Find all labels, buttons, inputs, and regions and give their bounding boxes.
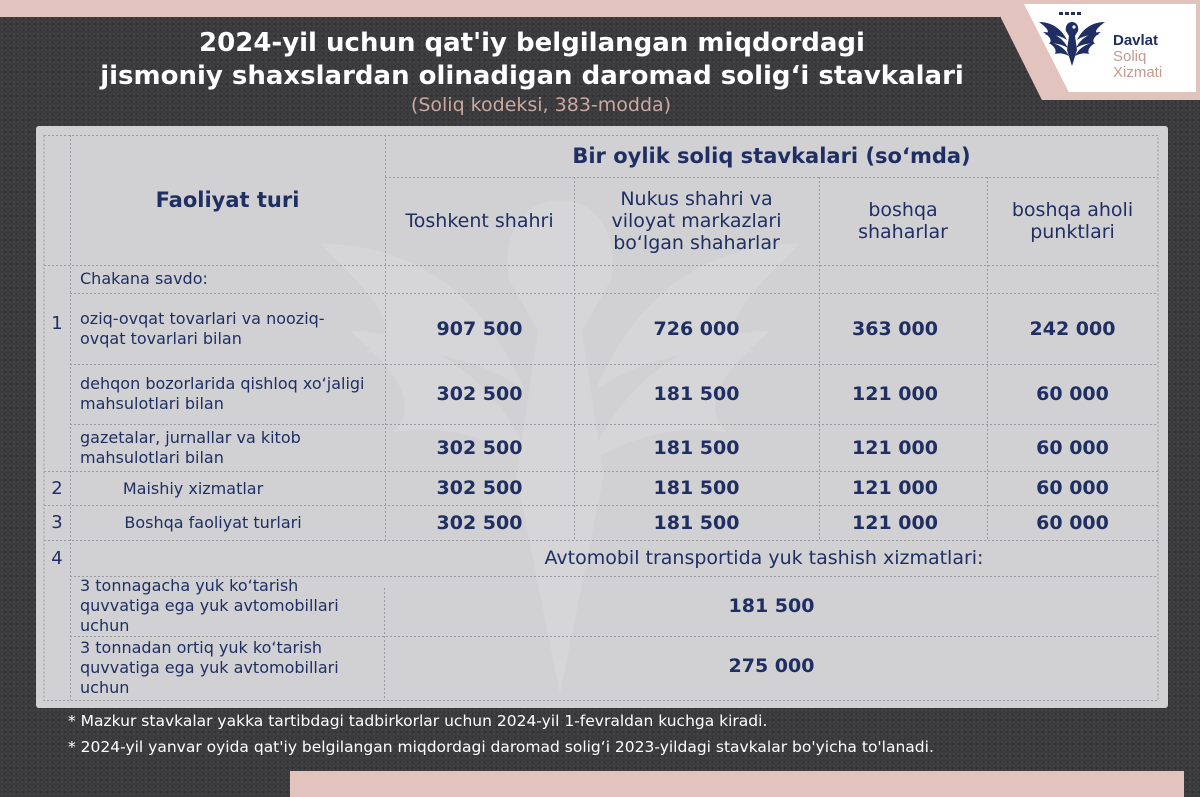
row-1c-nukus: 181 500 [653, 436, 740, 459]
row-1b-nukus: 181 500 [653, 383, 740, 405]
logo-line-xizmati: Xizmati [1113, 64, 1163, 81]
row-4b-label: 3 tonnadan ortiq yuk ko‘tarish quvvatiga ega yuk avtomobillari uchun [80, 638, 339, 697]
row-4-index: 4 [51, 547, 63, 569]
row-4b-value: 275 000 [728, 655, 815, 677]
row-2-other-settlements: 60 000 [1036, 477, 1109, 499]
row-2-other-cities: 121 000 [852, 477, 938, 499]
row-1b-other-settlements: 60 000 [1036, 383, 1109, 405]
row-1c-label: gazetalar, jurnallar va kitob mahsulotlari bilan [80, 427, 301, 467]
header-monthly-rates: Bir oylik soliq stavkalari (so‘mda) [572, 144, 971, 168]
row-1c-other-cities: 121 000 [852, 436, 938, 459]
row-1b-other-cities: 121 000 [852, 383, 938, 405]
logo-line-davlat: Davlat [1113, 32, 1159, 49]
page-title-line-2: jismoniy shaxslardan olinadigan daromad solig‘i stavkalari [100, 61, 964, 91]
row-2-tashkent: 302 500 [436, 477, 523, 499]
row-4a-value: 181 500 [728, 595, 815, 617]
row-3-other-settlements: 60 000 [1036, 511, 1109, 534]
row-1-heading: Chakana savdo: [80, 269, 208, 288]
top-accent-band [0, 0, 1000, 17]
logo-text [1113, 33, 1162, 81]
row-3-index: 3 [51, 512, 63, 533]
row-1c-other-settlements: 60 000 [1036, 436, 1109, 459]
header-activity-type: Faoliyat turi [155, 188, 300, 212]
row-3-nukus: 181 500 [653, 511, 740, 534]
row-1a-other-cities: 363 000 [852, 317, 938, 340]
row-1c-tashkent: 302 500 [436, 436, 523, 459]
row-1a-nukus: 726 000 [653, 317, 740, 340]
row-1a-label: oziq-ovqat tovarlari va nooziq-ovqat tovarlari bilan [80, 308, 325, 348]
row-3-tashkent: 302 500 [436, 511, 523, 534]
bottom-accent-band [290, 771, 1184, 797]
page-title-line-1: 2024-yil uchun qat'iy belgilangan miqdordagi [199, 28, 865, 58]
footnote-1: * Mazkur stavkalar yakka tartibdagi tadbirkorlar uchun 2024-yil 1-fevraldan kuchga kiradi. [68, 712, 768, 730]
footnote-2: * 2024-yil yanvar oyida qat'iy belgilangan miqdordagi daromad solig‘i 2023-yildagi stavkalar bo'yicha to'lanadi. [68, 738, 934, 756]
header-col-nukus: Nukus shahri va viloyat markazlari bo‘lgan shaharlar [611, 188, 782, 254]
row-1a-tashkent: 907 500 [436, 317, 523, 340]
page-subtitle: (Soliq kodeksi, 383-modda) [410, 94, 672, 116]
page-title [0, 27, 1064, 93]
row-3-other-cities: 121 000 [852, 511, 938, 534]
row-4a-label: 3 tonnagacha yuk ko‘tarish quvvatiga ega yuk avtomobillari uchun [80, 576, 339, 635]
row-4-heading: Avtomobil transportida yuk tashish xizmatlari: [544, 547, 984, 569]
row-2-nukus: 181 500 [653, 477, 740, 499]
row-1a-other-settlements: 242 000 [1029, 317, 1116, 340]
header-col-other-cities: boshqa shaharlar [858, 199, 948, 243]
row-1b-label: dehqon bozorlarida qishloq xo‘jaligi mahsulotlari bilan [80, 374, 365, 413]
logo-line-soliq: Soliq [1113, 48, 1147, 65]
row-2-label: Maishiy xizmatlar [122, 478, 264, 498]
row-2-index: 2 [51, 477, 63, 499]
row-1b-tashkent: 302 500 [436, 383, 523, 405]
row-3-label: Boshqa faoliyat turlari [124, 513, 302, 532]
row-1-index: 1 [51, 312, 63, 334]
header-col-tashkent: Toshkent shahri [405, 210, 554, 232]
header-col-other-settlements: boshqa aholi punktlari [1011, 199, 1134, 243]
